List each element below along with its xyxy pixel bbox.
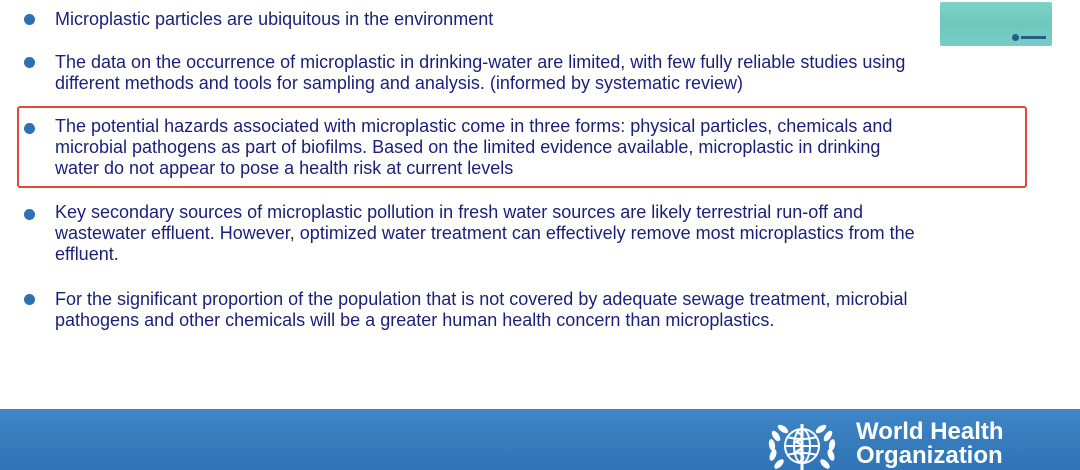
who-wordmark-line1: World Health [856, 418, 1004, 445]
bullet-text: Key secondary sources of microplastic pollution in fresh water sources are likely terrestrial run-off and wastewater effluent. However, optimized water treatment can effectively remove most microplastics from the effluent. [55, 202, 915, 264]
bullet-text: Microplastic particles are ubiquitous in the environment [55, 9, 494, 29]
bullet-dot-icon [24, 14, 35, 25]
who-wordmark [856, 420, 1004, 468]
bullet-text: The data on the occurrence of microplastic in drinking-water are limited, with few fully reliable studies using different methods and tools for sampling and analysis. (informed by systematic review) [55, 52, 906, 93]
bullet-dot-icon [24, 57, 35, 68]
thumbnail-logo-icon [1012, 33, 1046, 41]
bullet-dot-icon [24, 294, 35, 305]
who-wordmark-line2: Organization [856, 442, 1003, 469]
highlight-box [17, 106, 1027, 188]
bullet-text: The potential hazards associated with microplastic come in three forms: physical particles, chemicals and microbial pathogens as part of biofilms. Based on the limited evidence available, microplastic in drinking water do not appear to pose a health risk at current levels [55, 116, 893, 178]
bullet-text: For the significant proportion of the population that is not covered by adequate sewage treatment, microbial pathogens and other chemicals will be a greater human health concern than microplastics. [55, 289, 908, 330]
bullet-dot-icon [24, 209, 35, 220]
who-emblem-icon [756, 416, 848, 470]
